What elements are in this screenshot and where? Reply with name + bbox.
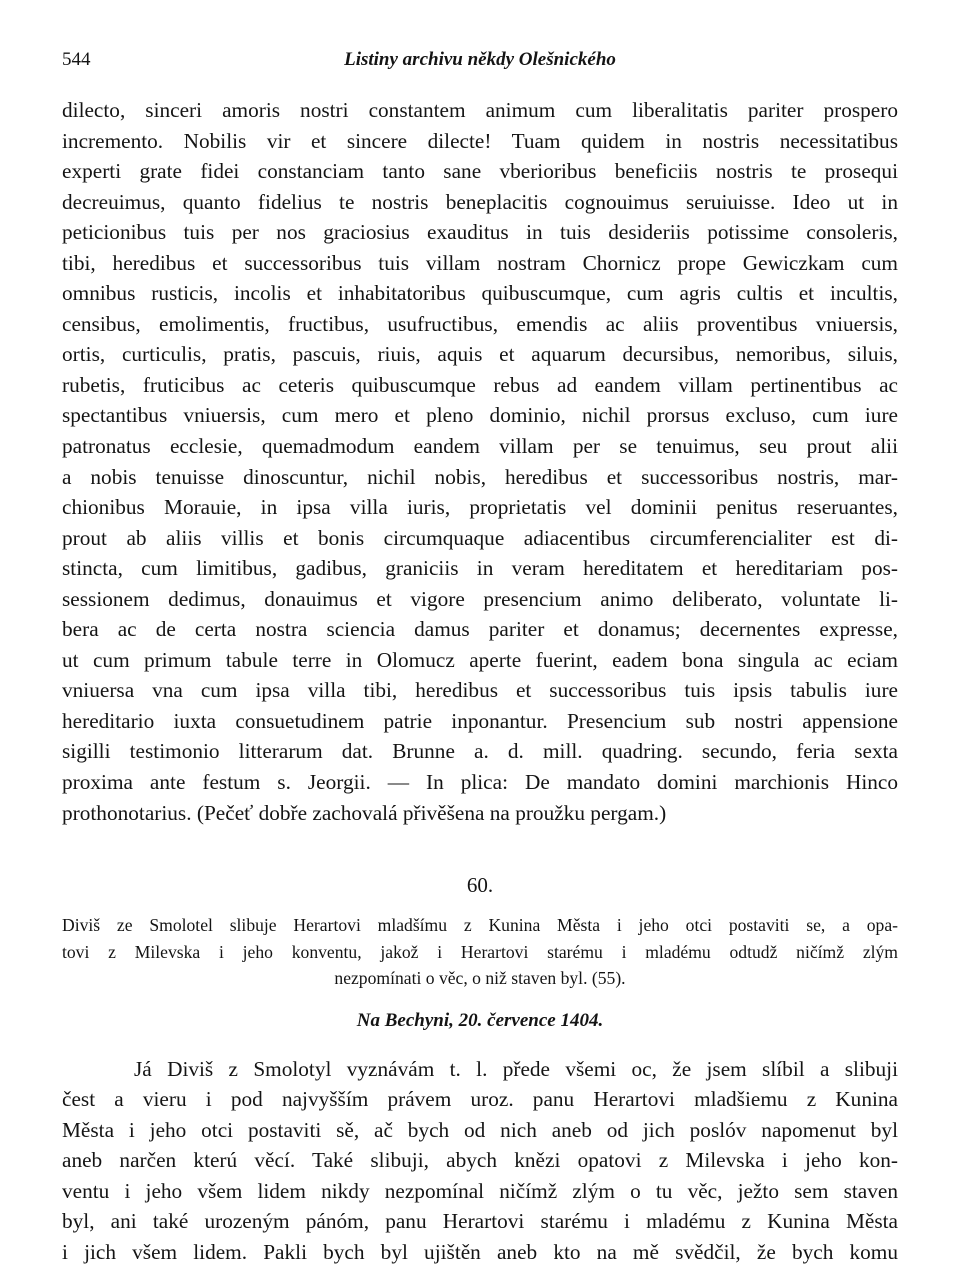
text-line: a nobis tenuisse dinoscuntur, nichil nobis, heredibus et successoribus nostris, mar- bbox=[62, 464, 898, 489]
latin-charter-text bbox=[62, 95, 898, 828]
text-line: sigilli testimonio litterarum dat. Brunne a. d. mill. quadring. secundo, feria sexta bbox=[62, 739, 898, 764]
text-line: ortis, curticulis, pratis, pascuis, riuis, aquis et aquarum decursibus, nemoribus, siluis, bbox=[62, 342, 898, 367]
regest-line: nezpomínati o věc, o niž staven byl. (55). bbox=[334, 968, 626, 989]
text-line: čest a vieru i pod najvyšším právem uroz. panu Herartovi mladšiemu z Kunina bbox=[62, 1087, 898, 1112]
text-line: byl, ani také urozeným pánóm, panu Herartovi starému i mladému z Kunina Města bbox=[62, 1209, 898, 1234]
running-title: Listiny archivu někdy Olešnického bbox=[344, 49, 616, 70]
text-line: ventu i jeho všem lidem nikdy nezpomínal ničímž zlým o tu věc, ježto sem staven bbox=[62, 1178, 898, 1203]
text-line: rubetis, fruticibus ac ceteris quibuscumque rebus ad eandem villam pertinentibus ac bbox=[62, 372, 898, 397]
text-line: aneb narčen kterú věcí. Také slibuji, abych knězi opatovi z Milevska i jeho kon- bbox=[62, 1148, 898, 1173]
text-line: decreuimus, quanto fidelius te nostris beneplacitis cognouimus seruiuisse. Ideo ut in bbox=[62, 189, 898, 214]
text-line: stincta, cum limitibus, gadibus, graniciis in veram hereditatem et hereditariam pos- bbox=[62, 556, 898, 581]
regest-line: tovi z Milevska i jeho konventu, jakož i Herartovi starému i mladému odtudž ničímž zlým bbox=[62, 941, 898, 962]
text-line: dilecto, sinceri amoris nostri constantem animum cum liberalitatis pariter prospero bbox=[62, 98, 898, 122]
document-dateline: Na Bechyni, 20. července 1404. bbox=[356, 1009, 604, 1031]
document-number: 60. bbox=[466, 873, 494, 898]
text-line: prout ab aliis villis et bonis circumquaque adiacentibus circumferencialiter est di- bbox=[62, 525, 898, 550]
text-line: peticionibus tuis per nos graciosius exauditus in tuis desideriis potissime consoleris, bbox=[62, 220, 898, 245]
text-line: incremento. Nobilis vir et sincere dilecte! Tuam quidem in nostris necessitatibus bbox=[62, 128, 898, 153]
czech-document-text bbox=[62, 1054, 898, 1268]
text-line: vniuersa vna cum ipsa villa tibi, heredibus et successoribus tuis ipsis tabulis iure bbox=[62, 678, 898, 703]
text-line: Města i jeho otci postaviti sě, ač bych od nich aneb od jich poslóv napomenut byl bbox=[62, 1117, 898, 1142]
text-line: sessionem dedimus, donauimus et vigore presencium animo deliberato, voluntate li- bbox=[62, 586, 898, 611]
text-line: experti grate fidei constanciam tanto sane vberioribus beneficiis nostris te prosequi bbox=[62, 159, 898, 184]
regest-line: Diviš ze Smolotel slibuje Herartovi mladšímu z Kunina Města i jeho otci postaviti se, a opa- bbox=[62, 915, 898, 936]
text-line: chionibus Morauie, in ipsa villa iuris, proprietatis vel dominii penitus reseruantes, bbox=[62, 495, 898, 520]
text-line: omnibus rusticis, incolis et inhabitatoribus quibuscumque, cum agris cultis et incultis, bbox=[62, 281, 898, 306]
text-line: spectantibus vniuersis, cum mero et pleno dominio, nichil prorsus excluso, cum iure bbox=[62, 403, 898, 428]
text-line: tibi, heredibus et successoribus tuis villam nostram Chornicz prope Gewiczkam cum bbox=[62, 250, 898, 275]
text-line: prothonotarius. (Pečeť dobře zachovalá přivěšena na proužku pergam.) bbox=[62, 800, 667, 825]
text-line: Já Diviš z Smolotyl vyznávám t. l. přede všemi oc, že jsem slíbil a slibuji bbox=[134, 1056, 898, 1081]
text-line: bera ac de certa nostra sciencia damus pariter et donamus; decernentes expresse, bbox=[62, 617, 898, 642]
text-line: patronatus ecclesie, quemadmodum eandem villam per se tenuimus, seu prout alii bbox=[62, 434, 898, 459]
text-line: censibus, emolimentis, fructibus, usufructibus, emendis ac aliis proventibus vniuersis, bbox=[62, 311, 898, 336]
text-line: proxima ante festum s. Jeorgii. — In plica: De mandato domini marchionis Hinco bbox=[62, 770, 898, 795]
running-head bbox=[62, 42, 898, 78]
page-number: 544 bbox=[62, 49, 91, 70]
text-line: hereditario iuxta consuetudinem patrie inponantur. Presencium sub nostri appensione bbox=[62, 708, 898, 733]
document-regest bbox=[62, 912, 898, 992]
text-line: ut cum primum tabule terre in Olomucz aperte fuerint, eadem bona singula ac eciam bbox=[62, 647, 898, 672]
text-line: i jich všem lidem. Pakli bych byl ujištěn aneb kto na mě svědčil, že bych komu bbox=[62, 1239, 898, 1264]
